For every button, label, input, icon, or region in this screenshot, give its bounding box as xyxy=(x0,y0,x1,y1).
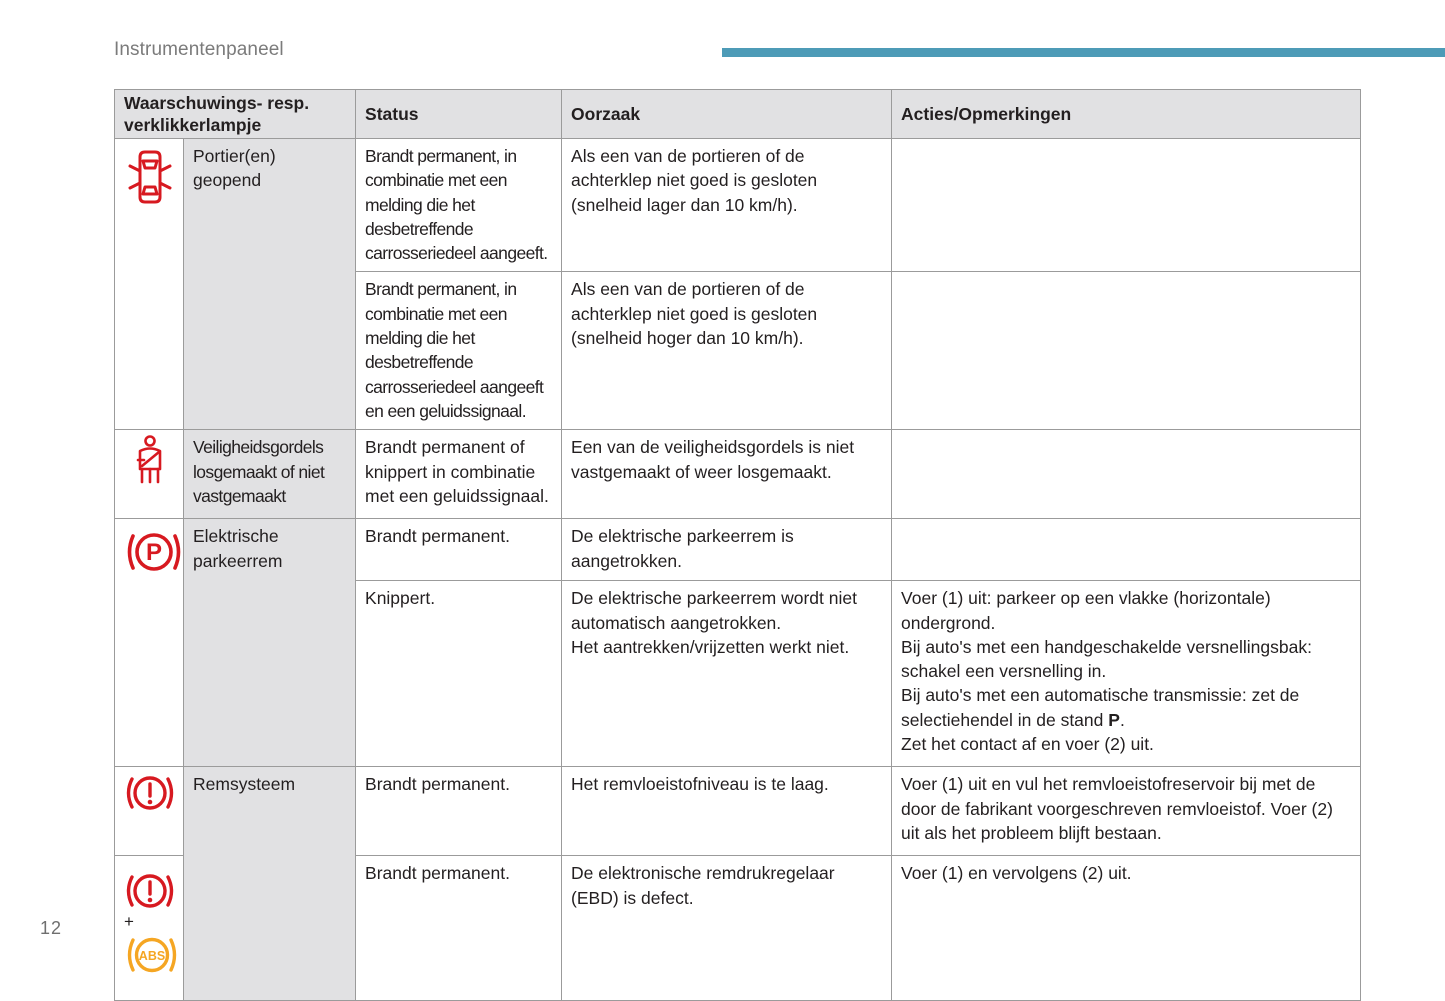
cause-cell: Als een van de portieren of de achterklep niet goed is gesloten (snelheid lager dan 10 km/h). xyxy=(562,139,892,272)
column-header-cause: Oorzaak xyxy=(562,90,892,139)
section-title: Instrumentenpaneel xyxy=(114,39,284,60)
seatbelt-icon xyxy=(134,435,166,485)
cause-cell: Als een van de portieren of de achterklep niet goed is gesloten (snelheid hoger dan 10 km/h). xyxy=(562,272,892,430)
column-header-lamp: Waarschuwings- resp. verklikkerlampje xyxy=(115,90,356,139)
action-text: . xyxy=(1119,709,1125,730)
column-header-actions: Acties/Opmerkingen xyxy=(892,90,1361,139)
parking-brake-icon-cell xyxy=(115,519,184,767)
action-cell: Voer (1) uit en vul het remvloeistofreservoir bij met de door de fabrikant voorgeschreven remvloeistof. Voer (2) uit als het probleem blijft bestaan. xyxy=(892,767,1361,856)
status-cell: Brandt permanent. xyxy=(356,767,562,856)
cause-cell: De elektrische parkeerrem is aangetrokken. xyxy=(562,519,892,581)
cause-cell: De elektronische remdrukregelaar (EBD) is defect. xyxy=(562,856,892,1001)
cause-line: Het aantrekken/vrijzetten werkt niet. xyxy=(571,636,850,657)
action-cell xyxy=(892,519,1361,581)
action-line: Zet het contact af en voer (2) uit. xyxy=(901,734,1154,755)
seatbelt-icon-cell xyxy=(115,430,184,519)
table-row xyxy=(115,139,1361,272)
table-row xyxy=(115,430,1361,519)
lamp-name: Remsysteem xyxy=(184,767,356,1001)
parking-brake-icon xyxy=(124,527,184,577)
door-icon-cell xyxy=(115,139,184,430)
header-accent-bar xyxy=(722,48,1445,57)
lamp-name: Veiligheidsgordels losgemaakt of niet vastgemaakt xyxy=(184,430,356,519)
action-cell xyxy=(892,272,1361,430)
table-row xyxy=(115,767,1361,856)
status-cell: Brandt permanent of knippert in combinatie met een geluidssignaal. xyxy=(356,430,562,519)
plus-sign: + xyxy=(124,912,134,932)
status-cell: Brandt permanent. xyxy=(356,519,562,581)
brake-warning-icon xyxy=(124,870,176,912)
status-cell: Brandt permanent, in combinatie met een melding die het desbetreffende carrosseriedeel aangeeft en een geluidssignaal. xyxy=(356,272,562,430)
brake-abs-icon-cell xyxy=(115,856,184,1001)
action-cell xyxy=(892,139,1361,272)
svg-text:P: P xyxy=(145,539,163,567)
action-cell: Voer (1) en vervolgens (2) uit. xyxy=(892,856,1361,1001)
warning-lights-table xyxy=(114,89,1361,1001)
cause-cell: Het remvloeistofniveau is te laag. xyxy=(562,767,892,856)
action-cell xyxy=(892,581,1361,767)
gear-position-p: P xyxy=(1108,709,1120,730)
table-header-row xyxy=(115,90,1361,139)
action-line: Bij auto's met een handgeschakelde versnellingsbak: schakel een versnelling in. xyxy=(901,636,1312,682)
car-door-open-icon xyxy=(126,147,174,207)
abs-warning-icon xyxy=(124,932,180,978)
brake-icon-cell xyxy=(115,767,184,856)
lamp-name: Portier(en) geopend xyxy=(184,139,356,430)
lamp-name: Elektrische parkeerrem xyxy=(184,519,356,767)
cause-line: De elektrische parkeerrem wordt niet automatisch aangetrokken. xyxy=(571,588,857,633)
status-cell: Knippert. xyxy=(356,581,562,767)
status-cell: Brandt permanent. xyxy=(356,856,562,1001)
page-number: 12 xyxy=(40,918,63,938)
cause-cell: Een van de veiligheidsgordels is niet vastgemaakt of weer losgemaakt. xyxy=(562,430,892,519)
column-header-status: Status xyxy=(356,90,562,139)
brake-warning-icon xyxy=(124,772,176,814)
abs-icon-label: ABS xyxy=(138,949,166,964)
action-cell xyxy=(892,430,1361,519)
table-row xyxy=(115,519,1361,581)
action-text: Bij auto's met een automatische transmissie: zet de selectiehendel in de stand xyxy=(901,685,1300,730)
status-cell: Brandt permanent, in combinatie met een melding die het desbetreffende carrosseriedeel aangeeft. xyxy=(356,139,562,272)
action-line: Voer (1) uit: parkeer op een vlakke (horizontale) ondergrond. xyxy=(901,588,1271,633)
cause-cell xyxy=(562,581,892,767)
action-line xyxy=(901,683,1352,732)
